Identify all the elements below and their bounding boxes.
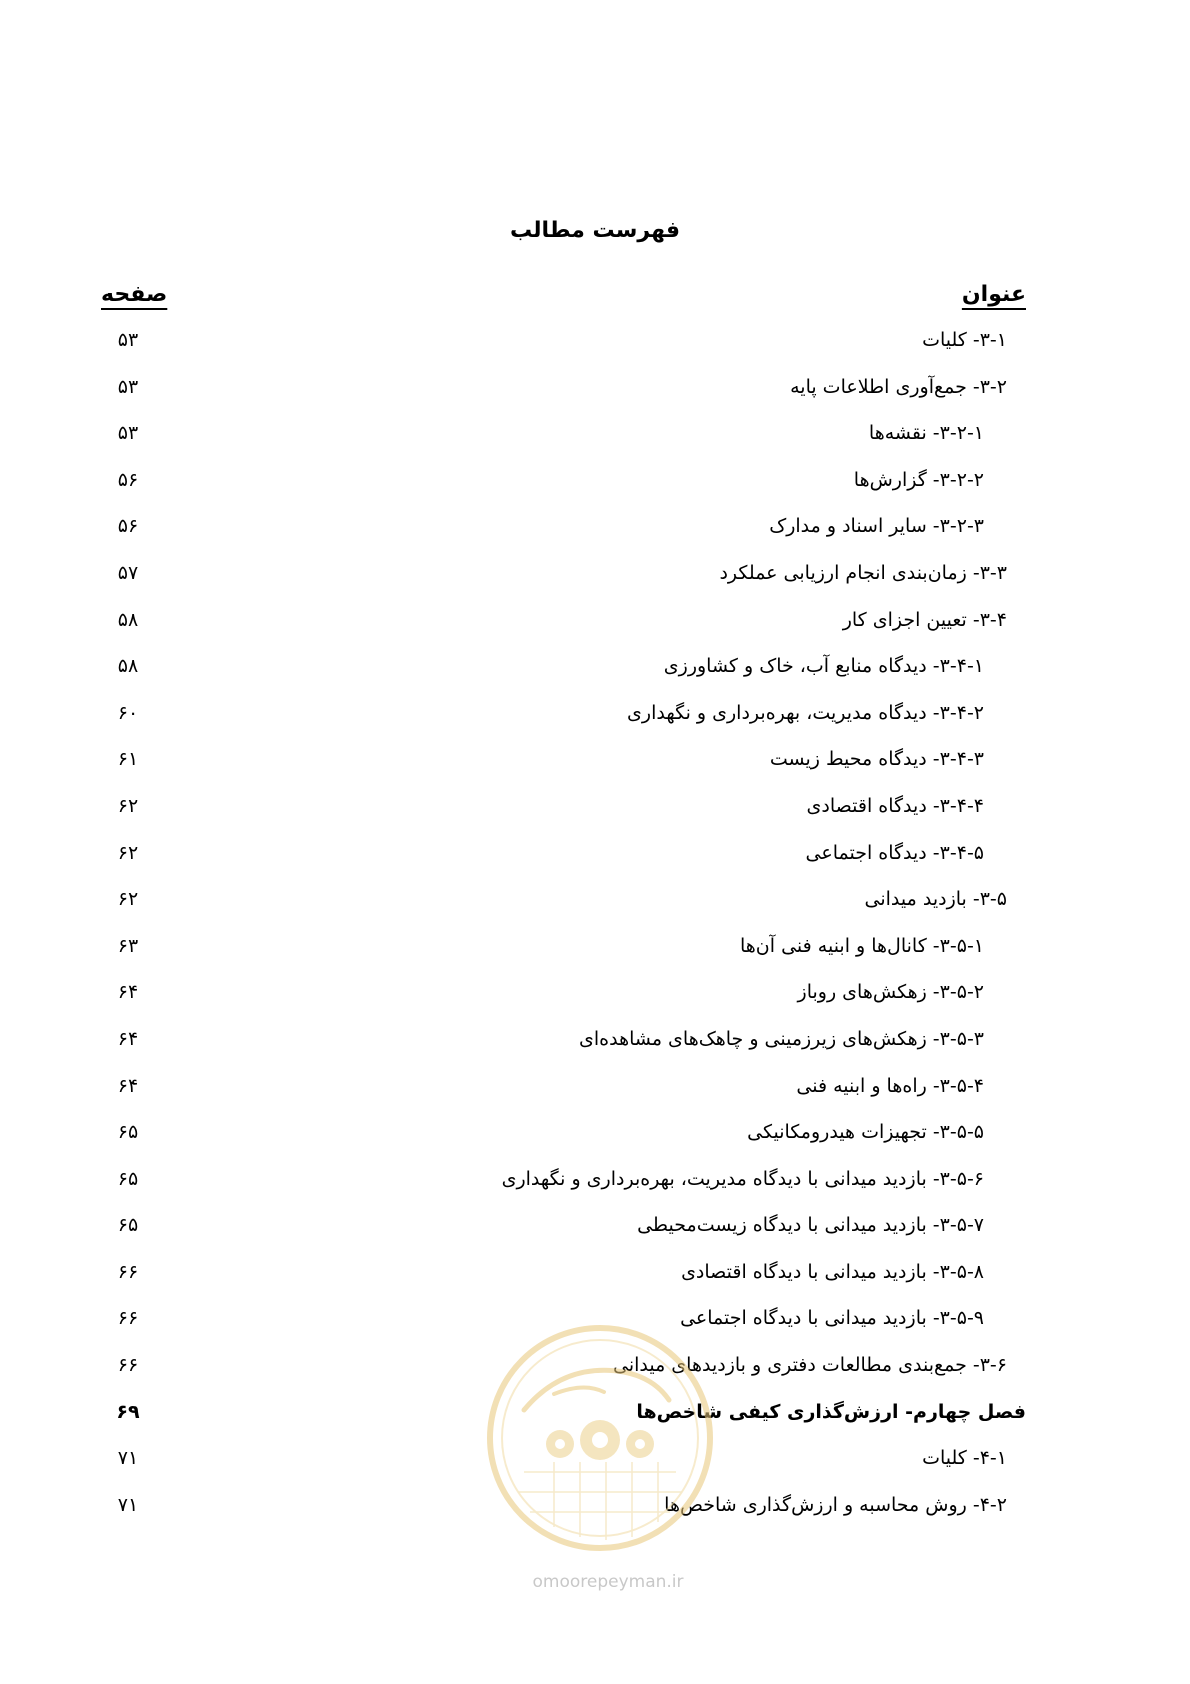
- toc-entry-title: ۳-۵- بازدید میدانی: [864, 888, 1007, 911]
- toc-entry[interactable]: [0, 1211, 1190, 1258]
- title-column-header: عنوان: [961, 282, 1026, 307]
- toc-entry-title: ۴-۲- روش محاسبه و ارزش‌گذاری شاخص‌ها: [664, 1493, 1007, 1516]
- toc-entry-page: ۶۹: [116, 1400, 140, 1423]
- toc-entry-page: ۶۵: [117, 1121, 139, 1144]
- toc-entry-title: ۳-۴-۴- دیدگاه اقتصادی: [806, 794, 984, 817]
- toc-entry[interactable]: [0, 606, 1190, 653]
- toc-entry[interactable]: [0, 1304, 1190, 1351]
- toc-entry[interactable]: [0, 419, 1190, 466]
- toc-entry[interactable]: [0, 1072, 1190, 1119]
- toc-entry[interactable]: [0, 652, 1190, 699]
- toc-entry-title: ۳-۵-۶- بازدید میدانی با دیدگاه مدیریت، بهره‌برداری و نگهداری: [501, 1167, 984, 1190]
- toc-entry-page: ۶۱: [117, 748, 139, 771]
- toc-entry-title: ۳-۵-۳- زهکش‌های زیرزمینی و چاهک‌های مشاهده‌ای: [578, 1027, 984, 1050]
- toc-entry-title: ۳-۵-۱- کانال‌ها و ابنیه فنی آن‌ها: [740, 934, 984, 957]
- toc-entry-title: ۳-۴-۵- دیدگاه اجتماعی: [805, 841, 984, 864]
- toc-entry-page: ۵۸: [117, 655, 139, 678]
- toc-entry[interactable]: [0, 1398, 1190, 1445]
- toc-entry-page: ۵۳: [117, 422, 139, 445]
- toc-entry[interactable]: [0, 1118, 1190, 1165]
- toc-entry-title: ۴-۱- کلیات: [922, 1447, 1007, 1470]
- toc-entry-page: ۶۵: [117, 1167, 139, 1190]
- toc-entry-page: ۶۴: [117, 1027, 139, 1050]
- toc-entry[interactable]: [0, 512, 1190, 559]
- toc-entry[interactable]: [0, 1351, 1190, 1398]
- toc-entry-title: ۳-۴-۳- دیدگاه محیط زیست: [769, 748, 984, 771]
- toc-entry-page: ۶۲: [117, 841, 139, 864]
- page-title: فهرست مطالب: [509, 218, 681, 243]
- toc-entry-title: ۳-۵-۹- بازدید میدانی با دیدگاه اجتماعی: [680, 1307, 984, 1330]
- toc-entry-title: ۳-۴-۲- دیدگاه مدیریت، بهره‌برداری و نگهداری: [627, 701, 984, 724]
- toc-entry-title: ۳-۵-۵- تجهیزات هیدرومکانیکی: [747, 1121, 984, 1144]
- toc-entry-title: ۳-۵-۲- زهکش‌های روباز: [797, 981, 984, 1004]
- toc-entry-page: ۵۸: [117, 608, 139, 631]
- toc-entry[interactable]: [0, 1258, 1190, 1305]
- toc-entry-title: ۳-۶- جمع‌بندی مطالعات دفتری و بازدیدهای میدانی: [612, 1354, 1007, 1377]
- toc-entry[interactable]: [0, 466, 1190, 513]
- toc-entry-page: ۵۳: [117, 375, 139, 398]
- toc-entry-page: ۷۱: [117, 1493, 139, 1516]
- toc-entry-title: ۳-۳- زمان‌بندی انجام ارزیابی عملکرد: [719, 561, 1007, 584]
- toc-entry-page: ۶۴: [117, 1074, 139, 1097]
- toc-entry-title: ۳-۲- جمع‌آوری اطلاعات پایه: [790, 375, 1007, 398]
- toc-entry[interactable]: [0, 885, 1190, 932]
- toc-entry[interactable]: [0, 745, 1190, 792]
- toc-entry-title: ۳-۱- کلیات: [922, 329, 1007, 351]
- toc-entry-page: ۶۲: [117, 888, 139, 911]
- toc-entry[interactable]: [0, 792, 1190, 839]
- toc-entry-page: ۵۶: [117, 468, 139, 491]
- toc-entry-page: ۶۶: [117, 1354, 139, 1377]
- toc-entry-title: ۳-۵-۴- راه‌ها و ابنیه فنی: [796, 1074, 984, 1097]
- toc-entry[interactable]: [0, 373, 1190, 420]
- toc-entry-title: فصل چهارم- ارزش‌گذاری کیفی شاخص‌ها: [636, 1400, 1026, 1423]
- toc-entry[interactable]: [0, 1444, 1190, 1491]
- watermark-url: omoorepeyman.ir: [532, 1572, 684, 1592]
- toc-entry-page: ۵۳: [117, 329, 139, 351]
- toc-entry-page: ۶۶: [117, 1260, 139, 1283]
- toc-entry-title: ۳-۲-۱- نقشه‌ها: [868, 422, 984, 445]
- toc-entry-title: ۳-۵-۷- بازدید میدانی با دیدگاه زیست‌محیطی: [637, 1214, 984, 1237]
- toc-entry-title: ۳-۲-۲- گزارش‌ها: [853, 468, 984, 491]
- toc-entry[interactable]: [0, 932, 1190, 979]
- toc-entry-page: ۷۱: [117, 1447, 139, 1470]
- toc-entry-title: ۳-۵-۸- بازدید میدانی با دیدگاه اقتصادی: [681, 1260, 984, 1283]
- toc-entry-page: ۶۲: [117, 794, 139, 817]
- toc-entry[interactable]: [0, 1025, 1190, 1072]
- toc-list: [0, 326, 1190, 1537]
- toc-entry-page: ۶۳: [117, 934, 139, 957]
- toc-entry[interactable]: [0, 326, 1190, 373]
- toc-entry-page: ۶۶: [117, 1307, 139, 1330]
- toc-entry-page: ۵۷: [117, 561, 139, 584]
- toc-entry-page: ۵۶: [117, 515, 139, 538]
- toc-entry-title: ۳-۴-۱- دیدگاه منابع آب، خاک و کشاورزی: [663, 655, 984, 678]
- toc-entry[interactable]: [0, 699, 1190, 746]
- toc-entry[interactable]: [0, 1491, 1190, 1538]
- toc-entry-page: ۶۰: [117, 701, 139, 724]
- toc-entry[interactable]: [0, 839, 1190, 886]
- page-column-header: صفحه: [101, 282, 168, 307]
- toc-entry-title: ۳-۴- تعیین اجزای کار: [842, 608, 1007, 631]
- toc-entry[interactable]: [0, 978, 1190, 1025]
- toc-entry-title: ۳-۲-۳- سایر اسناد و مدارک: [769, 515, 984, 538]
- toc-entry[interactable]: [0, 559, 1190, 606]
- toc-entry-page: ۶۴: [117, 981, 139, 1004]
- toc-entry-page: ۶۵: [117, 1214, 139, 1237]
- toc-entry[interactable]: [0, 1165, 1190, 1212]
